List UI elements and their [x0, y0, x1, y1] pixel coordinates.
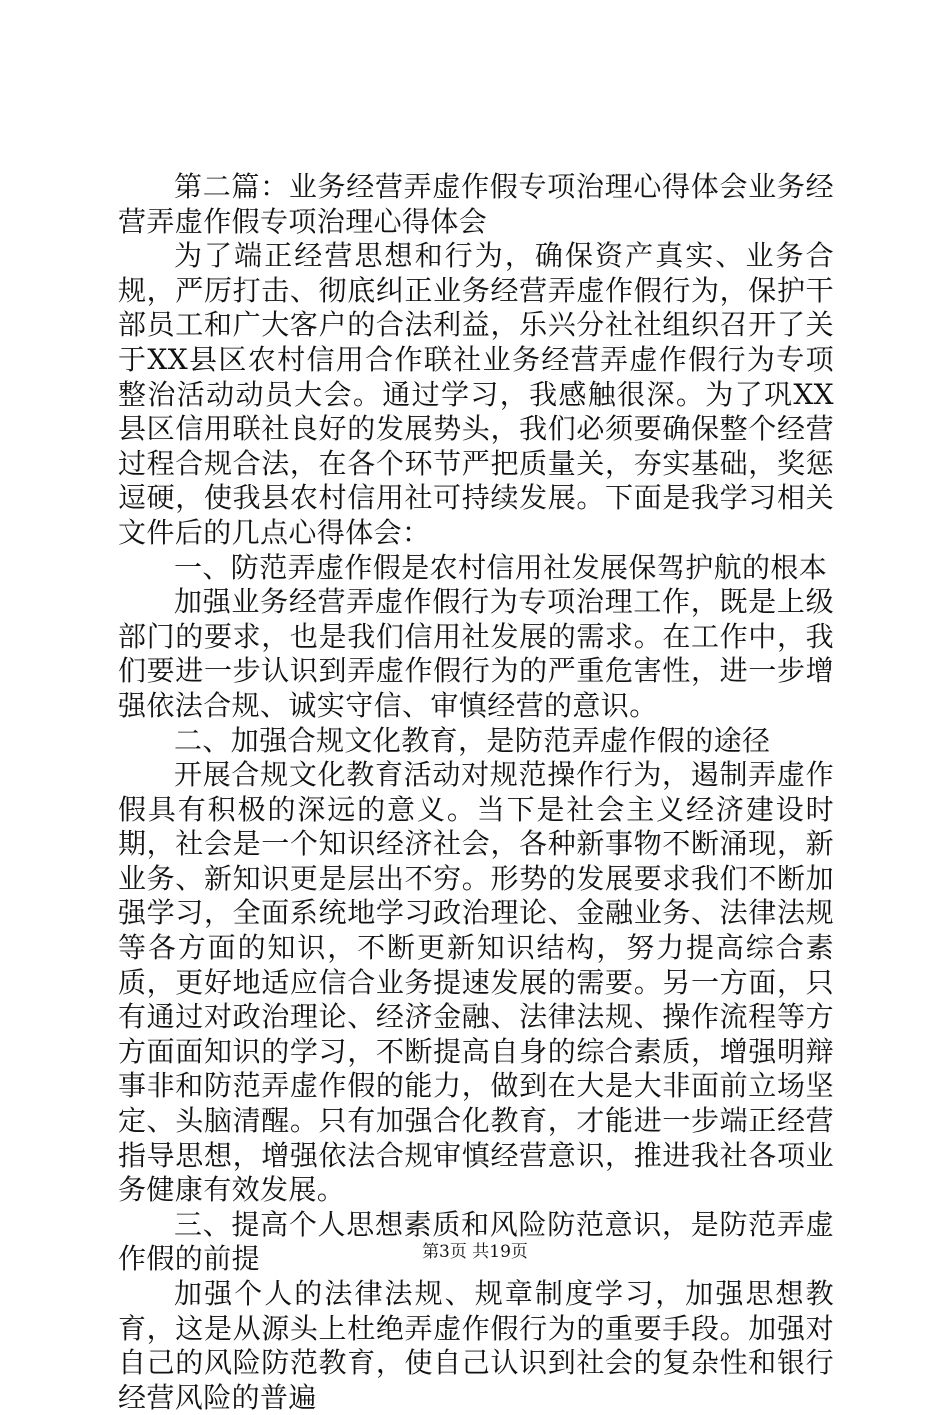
heading-three: 三、提高个人思想素质和风险防范意识，是防范弄虚作假的前提 — [118, 1207, 834, 1276]
heading-one: 一、防范弄虚作假是农村信用社发展保驾护航的根本 — [174, 550, 828, 584]
heading-two: 二、加强合规文化教育，是防范弄虚作假的途径 — [174, 723, 771, 757]
body-paragraph-one: 加强业务经营弄虚作假行为专项治理工作，既是上级部门的要求，也是我们信用社发展的需求。在工作中，我们要进一步认识到弄虚作假行为的严重危害性，进一步增强依法合规、诚实守信、审慎经营的意识。 — [118, 585, 834, 722]
section-title-paragraph: 第二篇：业务经营弄虚作假专项治理心得体会业务经营弄虚作假专项治理心得体会 — [118, 170, 834, 238]
body-paragraph-two: 开展合规文化教育活动对规范操作行为，遏制弄虚作假具有积极的深远的意义。当下是社会主义经济建设时期，社会是一个知识经济社会，各种新事物不断涌现，新业务、新知识更是层出不穷。形势的发展要求我们不断加强学习，全面系统地学习政治理论、金融业务、法律法规等各方面的知识，不断更新知识结构，努力提高综合素质，更好地适应信合业务提速发展的需要。另一方面，只有通过对政治理论、经济金融、法律法规、操作流程等方方面面知识的学习，不断提高自身的综合素质，增强明辩事非和防范弄虚作假的能力，做到在大是大非面前立场坚定、头脑清醒。只有加强合化教育，才能进一步端正经营指导思想，增强依法合规审慎经营意识，推进我社各项业务健康有效发展。 — [118, 758, 834, 1207]
page-number-footer: 第3页 共19页 — [422, 1242, 528, 1262]
document-body — [118, 170, 834, 1415]
body-paragraph-three: 加强个人的法律法规、规章制度学习，加强思想教育，这是从源头上杜绝弄虚作假行为的重要手段。加强对自己的风险防范教育，使自己认识到社会的复杂性和银行经营风险的普遍 — [118, 1277, 834, 1414]
intro-paragraph: 为了端正经营思想和行为，确保资产真实、业务合规，严厉打击、彻底纠正业务经营弄虚作假行为，保护干部员工和广大客户的合法利益，乐兴分社社组织召开了关于XX县区农村信用合作联社业务经营弄虚作假行为专项整治活动动员大会。通过学习，我感触很深。为了巩XX县区信用联社良好的发展势头，我们必须要确保整个经营过程合规合法，在各个环节严把质量关，夯实基础，奖惩逗硬，使我县农村信用社可持续发展。下面是我学习相关文件后的几点心得体会： — [118, 239, 834, 549]
